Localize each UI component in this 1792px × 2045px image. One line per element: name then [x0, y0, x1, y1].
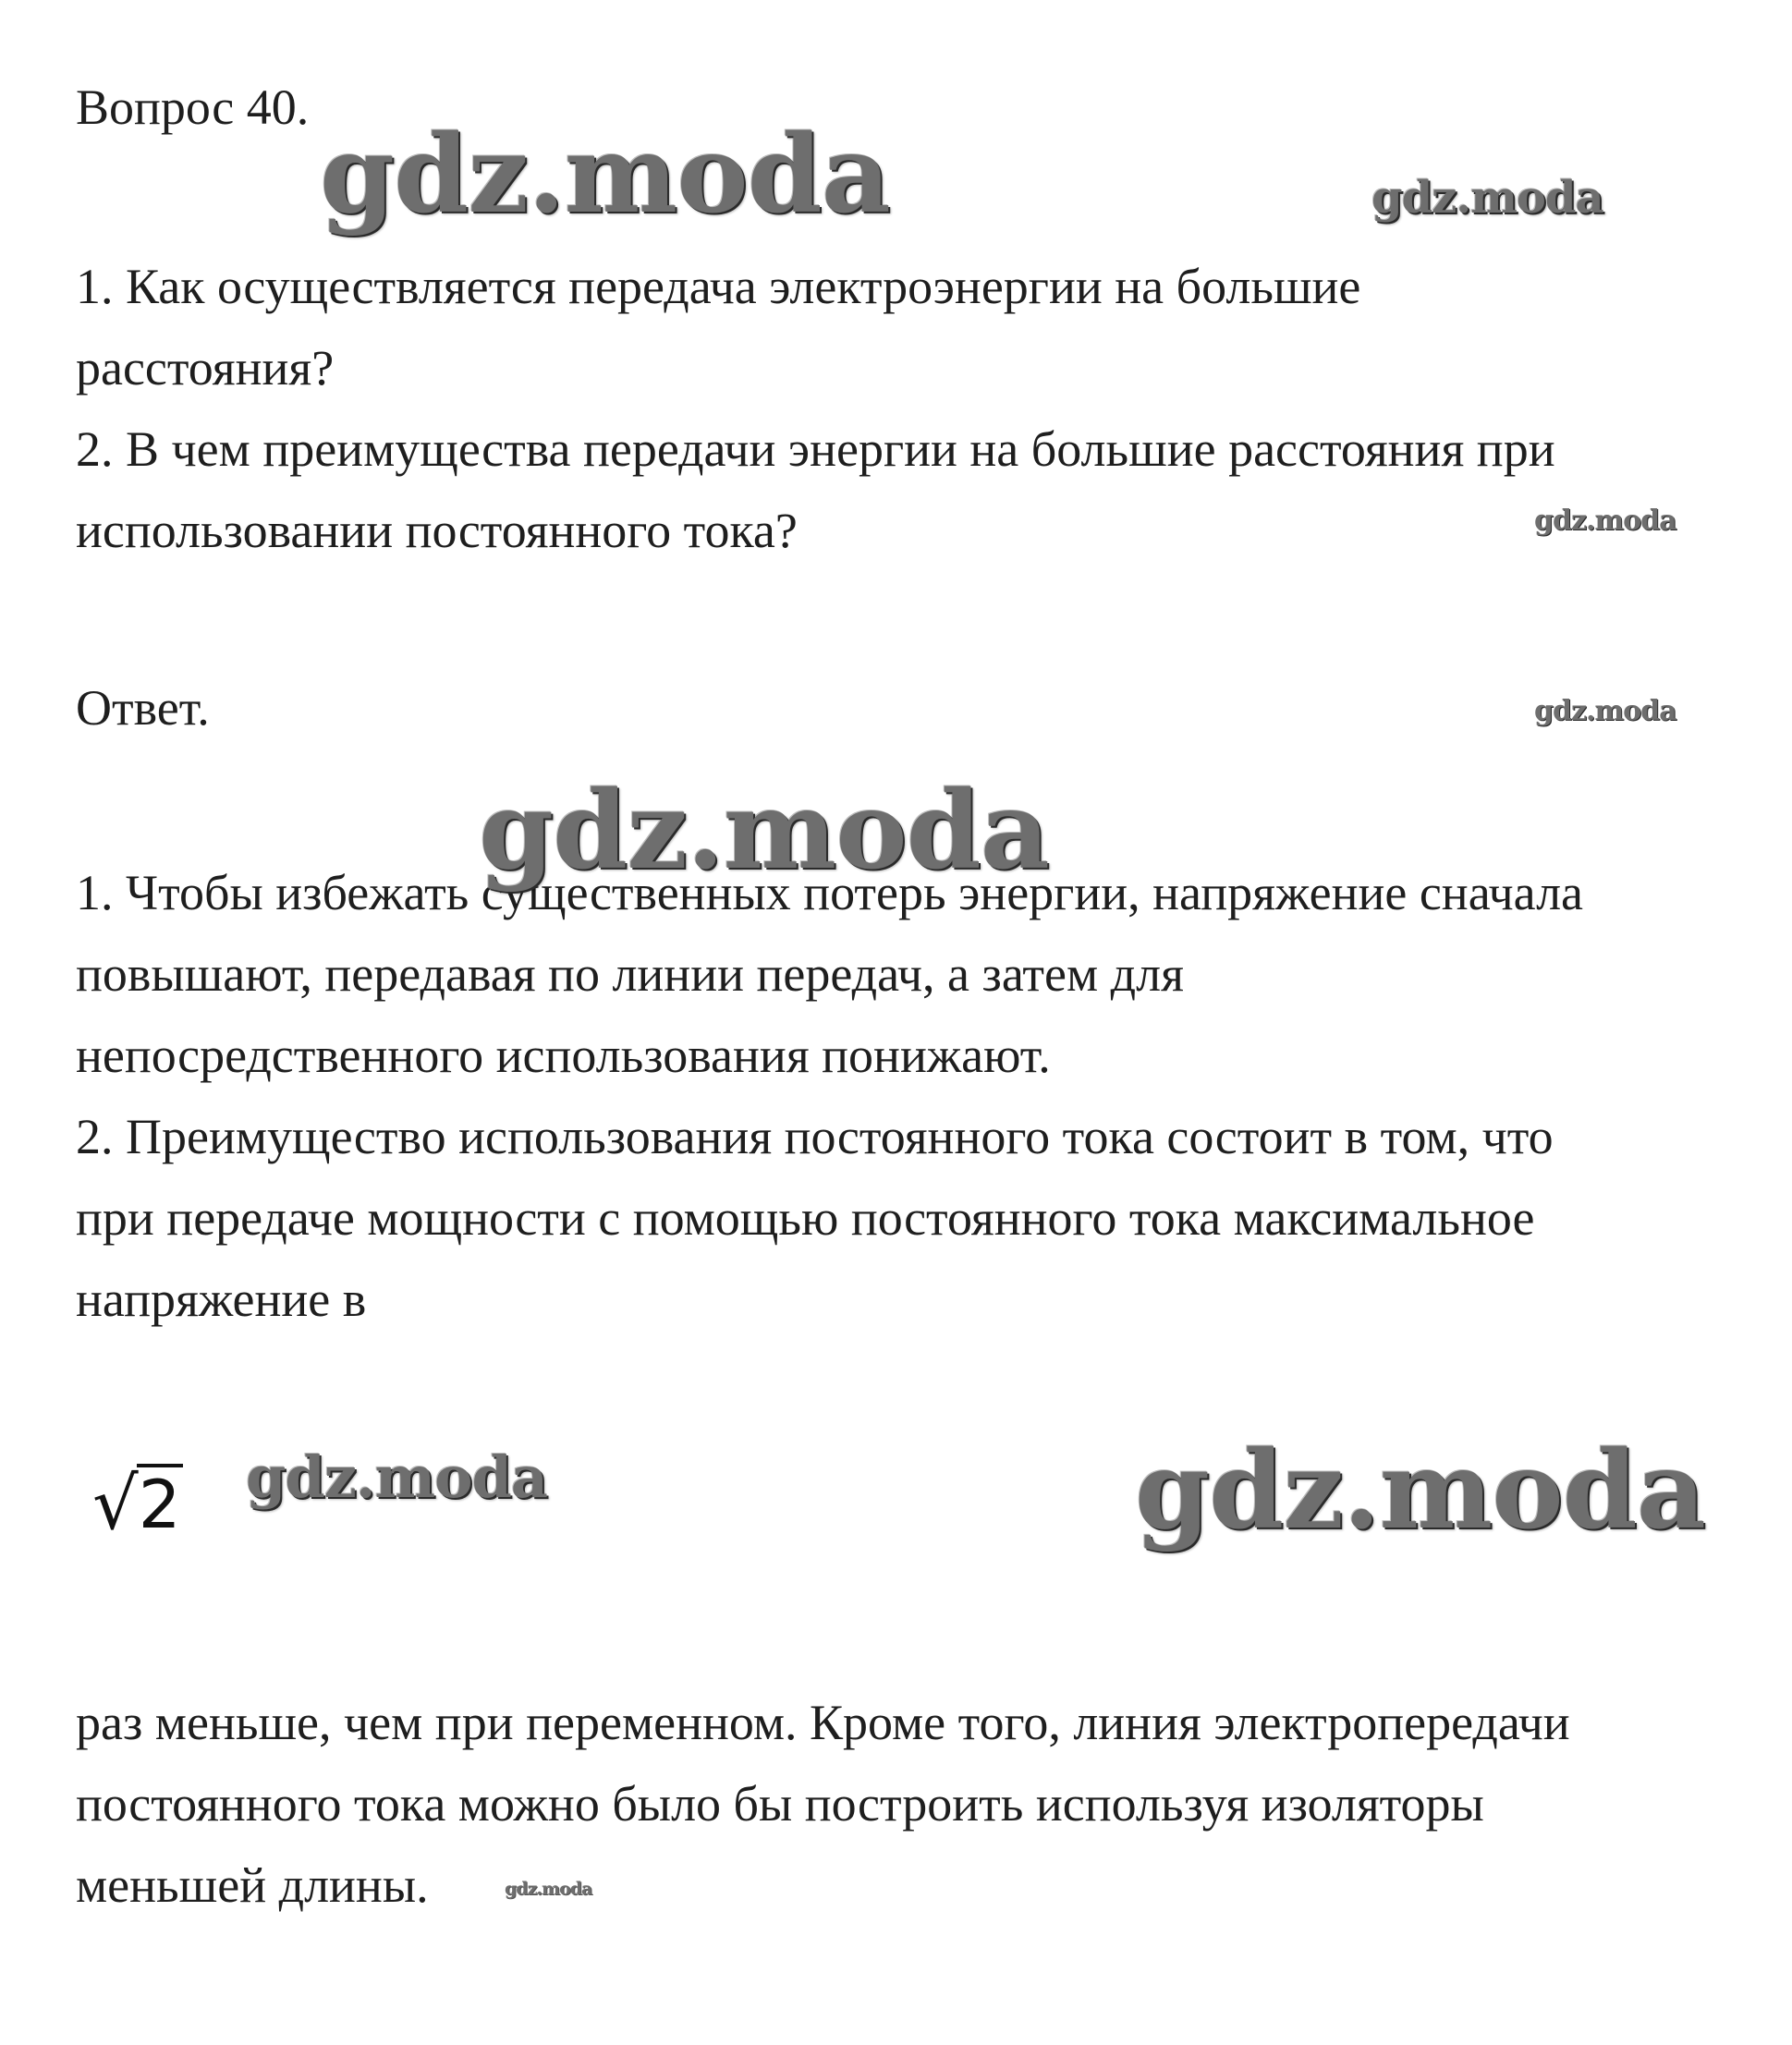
question-line-3: 2. В чем преимущества передачи энергии на большие расстояния при [76, 421, 1555, 477]
watermark-logo: gdz.moda [1534, 695, 1676, 727]
sqrt-two-formula [92, 1449, 183, 1546]
watermark-logo: gdz.moda [1371, 172, 1603, 224]
question-line-4: использовании постоянного тока? [76, 503, 798, 558]
question-line-2: расстояния? [76, 340, 335, 396]
answer-line-1: 1. Чтобы избежать существенных потерь энергии, напряжение сначала [76, 865, 1584, 920]
answer-label: Ответ. [76, 680, 210, 736]
sqrt-radicand: 2 [138, 1466, 181, 1543]
question-line-1: 1. Как осуществляется передача электроэнергии на большие [76, 259, 1361, 314]
watermark-logo: gdz.moda [479, 768, 1049, 894]
watermark-logo: gdz.moda [1135, 1428, 1705, 1553]
answer-line-8: постоянного тока можно было бы построить используя изоляторы [76, 1776, 1484, 1832]
watermark-logo: gdz.moda [320, 112, 890, 237]
answer-line-6: напряжение в [76, 1272, 367, 1327]
watermark-logo: gdz.moda [1534, 505, 1676, 537]
answer-line-4: 2. Преимущество использования постоянного тока состоит в том, что [76, 1109, 1554, 1164]
answer-line-3: непосредственного использования понижают. [76, 1028, 1051, 1083]
sqrt-sign: √ [92, 1463, 139, 1546]
answer-line-2: повышают, передавая по линии передач, а затем для [76, 946, 1184, 1002]
answer-line-7: раз меньше, чем при переменном. Кроме того, линия электропередачи [76, 1695, 1570, 1750]
answer-line-5: при передаче мощности с помощью постоянного тока максимальное [76, 1190, 1535, 1246]
question-heading: Вопрос 40. [76, 79, 310, 135]
answer-line-9: меньшей длины. [76, 1857, 429, 1913]
watermark-logo: gdz.moda [505, 1879, 592, 1899]
watermark-logo: gdz.moda [246, 1443, 547, 1511]
